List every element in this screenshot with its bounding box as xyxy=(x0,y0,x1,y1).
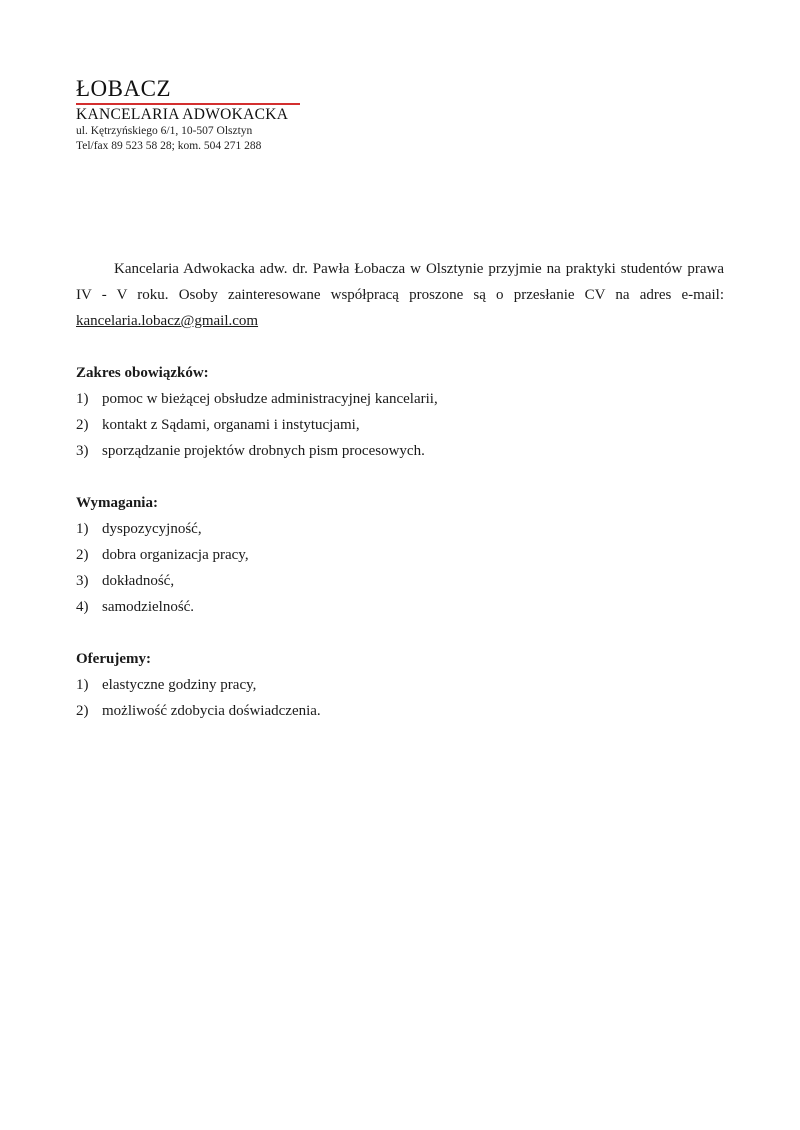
document-body xyxy=(76,256,724,724)
section-title: Zakres obowiązków: xyxy=(76,365,209,381)
list-text: dyspozycyjność, xyxy=(102,521,202,537)
section-offer xyxy=(76,646,724,724)
list-text: kontakt z Sądami, organami i instytucjami, xyxy=(102,417,360,433)
list-number: 3) xyxy=(76,573,89,589)
section-requirements xyxy=(76,490,724,620)
list-number: 4) xyxy=(76,599,89,615)
list-number: 1) xyxy=(76,391,89,407)
firm-subtitle: KANCELARIA ADWOKACKA xyxy=(76,106,289,123)
list-text: dokładność, xyxy=(102,573,175,589)
list-item xyxy=(76,698,724,724)
list-item xyxy=(76,412,724,438)
list-number: 2) xyxy=(76,547,89,563)
list-item xyxy=(76,672,724,698)
list-text: elastyczne godziny pracy, xyxy=(102,677,257,693)
firm-name: ŁOBACZ xyxy=(76,76,171,101)
list-item xyxy=(76,386,724,412)
list-text: sporządzanie projektów drobnych pism procesowych. xyxy=(102,443,425,459)
section-duties xyxy=(76,360,724,464)
section-title: Oferujemy: xyxy=(76,651,151,667)
list-number: 1) xyxy=(76,677,89,693)
list-text: dobra organizacja pracy, xyxy=(102,547,249,563)
intro-text: Kancelaria Adwokacka adw. dr. Pawła Łobacza w Olsztynie przyjmie na praktyki studentów prawa IV - V roku. Osoby zainteresowane współpracą proszone są o przesłanie CV na adres e-mail: xyxy=(76,261,724,303)
list-item xyxy=(76,568,724,594)
list-item xyxy=(76,516,724,542)
firm-phone: Tel/fax 89 523 58 28; kom. 504 271 288 xyxy=(76,140,262,152)
offer-list xyxy=(76,672,724,724)
list-item xyxy=(76,542,724,568)
letterhead xyxy=(76,76,336,154)
list-number: 2) xyxy=(76,703,89,719)
section-title: Wymagania: xyxy=(76,495,158,511)
list-text: samodzielność. xyxy=(102,599,195,615)
list-number: 2) xyxy=(76,417,89,433)
requirements-list xyxy=(76,516,724,620)
list-text: możliwość zdobycia doświadczenia. xyxy=(102,703,321,719)
list-item xyxy=(76,594,724,620)
firm-address: ul. Kętrzyńskiego 6/1, 10-507 Olsztyn xyxy=(76,125,253,137)
duties-list xyxy=(76,386,724,464)
email-link[interactable]: kancelaria.lobacz@gmail.com xyxy=(76,313,259,329)
red-divider xyxy=(76,103,300,105)
list-text: pomoc w bieżącej obsłudze administracyjnej kancelarii, xyxy=(102,391,438,407)
intro-paragraph xyxy=(76,256,724,334)
list-number: 1) xyxy=(76,521,89,537)
list-number: 3) xyxy=(76,443,89,459)
list-item xyxy=(76,438,724,464)
